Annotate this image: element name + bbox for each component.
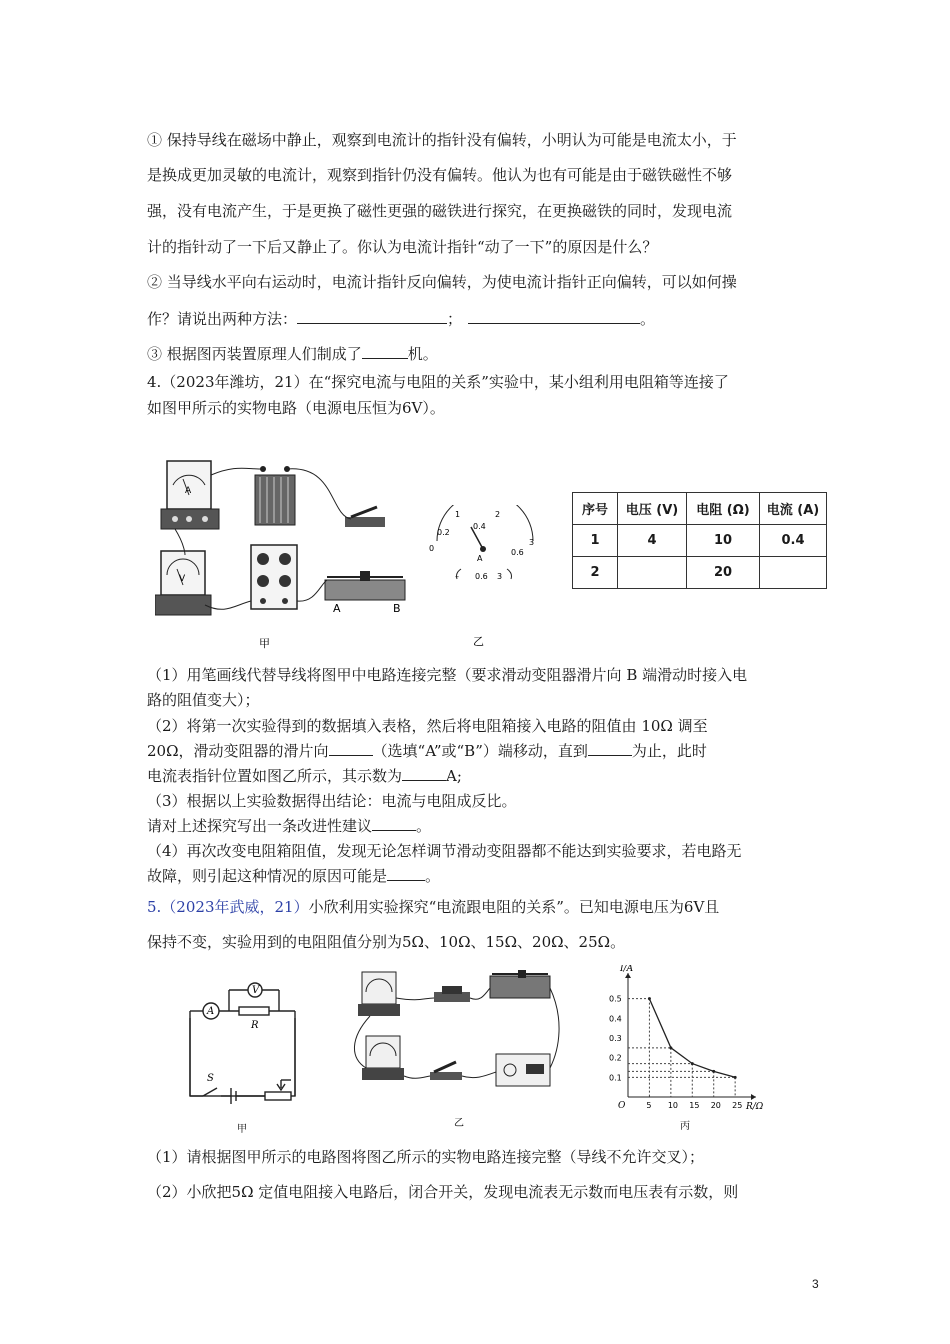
x-axis-arrow [751, 1094, 756, 1100]
axis-ylabel: I/A [620, 965, 634, 974]
power-supply-icon [496, 1054, 550, 1086]
q4-s3b-text2: 。 [416, 817, 432, 835]
circuit-s-label: S [207, 1073, 214, 1084]
q4-s4a: （4）再次改变电阻箱阻值，发现无论怎样调节滑动变阻器都不能达到实验要求，若电路无 [147, 842, 742, 860]
q4-s2b-text1: 20Ω，滑动变阻器的滑片向 [147, 742, 329, 760]
q4-figure-apparatus [155, 455, 420, 655]
ammeter-label: A [185, 486, 192, 496]
q5-source: 5.（2023年武威，21） [147, 898, 309, 916]
answer-blank[interactable] [297, 309, 447, 324]
y-tick-label: 0.4 [609, 1014, 622, 1024]
q5-figure-graph [604, 965, 774, 1133]
q5-s1: （1）请根据图甲所示的电路图将图乙所示的实物电路连接完整（导线不允许交叉）； [147, 1148, 705, 1166]
answer-blank[interactable] [402, 766, 446, 781]
table-row [573, 525, 827, 557]
q5-line2: 保持不变，实验用到的电阻阻值分别为5Ω、10Ω、15Ω、20Ω、25Ω。 [147, 933, 626, 951]
table-header: 序号 [573, 493, 618, 525]
q3-line3: 强，没有电流产生，于是更换了磁性更强的磁铁进行探究，在更换磁铁的同时，发现电流 [147, 202, 733, 220]
q5-s2: （2）小欣把5Ω 定值电阻接入电路后，闭合开关，发现电流表无示数而电压表有示数，则 [147, 1183, 739, 1201]
q3-line7-end: 机。 [407, 345, 438, 363]
answer-blank[interactable] [387, 866, 425, 881]
x-tick-label: 5 [646, 1101, 652, 1110]
dial-t2: 2 [495, 510, 501, 519]
q4-s4b-text1: 故障，则引起这种情况的原因可能是 [147, 867, 388, 885]
q3-line7-text: ③ 根据图丙装置原理人们制成了 [147, 345, 362, 363]
dial-s06: 0.6 [511, 548, 524, 557]
voltmeter-icon [155, 551, 211, 615]
circuit-a-label: A [207, 1006, 215, 1017]
data-point [734, 1076, 737, 1079]
resistance-box-icon [251, 545, 297, 609]
page-number: 3 [812, 1277, 819, 1291]
axis-origin: O [618, 1101, 626, 1111]
q4-s1a: （1）用笔画线代替导线将图甲中电路连接完整（要求滑动变阻器滑片向 B 端滑动时接入电 [147, 666, 748, 684]
ammeter-icon [362, 1036, 404, 1080]
x-tick-label: 15 [689, 1101, 700, 1110]
figure-label-yi: 乙 [473, 635, 484, 648]
data-table [572, 492, 827, 589]
battery-icon [255, 466, 295, 525]
data-point [691, 1062, 694, 1065]
q3-line5: ② 当导线水平向右运动时，电流计指针反向偏转，为使电流计指针正向偏转，可以如何操 [147, 273, 737, 291]
data-point [648, 997, 651, 1000]
figure-label-bing: 丙 [680, 1121, 690, 1132]
figure-label-jia: 甲 [237, 1124, 247, 1135]
figure-label-yi: 乙 [454, 1118, 464, 1129]
answer-blank[interactable] [362, 344, 408, 359]
q5-line1-text: 小欣利用实验探究“电流跟电阻的关系”。已知电源电压为6V且 [308, 898, 720, 916]
table-cell: 0.4 [760, 525, 827, 557]
rheostat-icon [325, 571, 405, 615]
ammeter-icon [161, 461, 219, 529]
q3-line6 [147, 308, 655, 329]
q3-line4: 计的指针动了一下后又静止了。你认为电流计指针“动了一下”的原因是什么？ [147, 238, 658, 256]
q3-line7 [147, 343, 438, 364]
dial-r3: 3 [497, 572, 503, 581]
dial-s02: 0.2 [437, 528, 450, 537]
q5-figure-circuit [185, 980, 310, 1135]
table-cell [760, 557, 827, 589]
q4-s2b-text3: 为止，此时 [631, 742, 707, 760]
switch-icon [345, 507, 385, 527]
fixed-resistor-icon [434, 986, 470, 1002]
q4-s2c [147, 765, 462, 786]
table-header-row [573, 493, 827, 525]
q3-line2: 是换成更加灵敏的电流计，观察到指针仍没有偏转。他认为也有可能是由于磁铁磁性不够 [147, 166, 733, 184]
voltmeter-label: V [179, 574, 186, 584]
q3-line6-text: 作？请说出两种方法： [147, 310, 298, 328]
table-cell: 2 [573, 557, 618, 589]
dial-s04: 0.4 [473, 522, 486, 531]
q4-s3a: （3）根据以上实验数据得出结论：电流与电阻成反比。 [147, 792, 517, 810]
table-cell [618, 557, 687, 589]
q5-line1 [147, 896, 719, 917]
axis-xlabel: R/Ω [746, 1102, 764, 1112]
q4-s2c-text1: 电流表指针位置如图乙所示，其示数为 [147, 767, 403, 785]
q3-end: 。 [640, 310, 656, 328]
table-header: 电流 (A) [760, 493, 827, 525]
q4-figure-dial [425, 505, 545, 665]
data-point [712, 1070, 715, 1073]
y-tick-label: 0.5 [609, 994, 622, 1004]
rheostat-end-b: B [393, 602, 401, 615]
circuit-r-label: R [251, 1020, 259, 1031]
q3-line1: ① 保持导线在磁场中静止，观察到电流计的指针没有偏转，小明认为可能是电流太小，于 [147, 131, 737, 149]
q4-s3b-text1: 请对上述探究写出一条改进性建议 [147, 817, 373, 835]
q3-sep: ； [447, 310, 463, 328]
answer-blank[interactable] [468, 309, 640, 324]
dial-t3: 3 [529, 538, 535, 547]
table-cell: 10 [687, 525, 760, 557]
circuit-v-label: V [252, 985, 260, 996]
x-tick-label: 10 [667, 1101, 679, 1110]
switch-icon [430, 1062, 462, 1080]
y-tick-label: 0.2 [609, 1053, 622, 1063]
table-cell: 1 [573, 525, 618, 557]
dial-t0: 0 [429, 544, 435, 553]
table-row [573, 557, 827, 589]
answer-blank[interactable] [588, 741, 632, 756]
table-header: 电阻 (Ω) [687, 493, 760, 525]
dial-t1: 1 [455, 510, 461, 519]
q4-s4b [147, 865, 440, 886]
dial-r06: 0.6 [475, 572, 488, 581]
rheostat-end-a: A [333, 602, 341, 615]
y-tick-label: 0.3 [609, 1034, 622, 1043]
q4-s1b: 路的阻值变大）； [147, 691, 260, 709]
rheostat-icon [490, 970, 550, 998]
dial-unit: A [477, 554, 483, 563]
table-header: 电压 (V) [618, 493, 687, 525]
answer-blank[interactable] [372, 816, 416, 831]
x-tick-label: 25 [732, 1101, 743, 1110]
q4-s3b [147, 815, 431, 836]
answer-blank[interactable] [329, 741, 373, 756]
q4-s2a: （2）将第一次实验得到的数据填入表格，然后将电阻箱接入电路的阻值由 10Ω 调至 [147, 717, 708, 735]
figure-label-jia: 甲 [259, 637, 270, 650]
q4-s2b-text2: （选填“A”或“B”）端移动，直到 [372, 742, 588, 760]
q4-s4b-text2: 。 [425, 867, 441, 885]
data-point [669, 1046, 672, 1049]
table-cell: 4 [618, 525, 687, 557]
q5-figure-physical [350, 968, 565, 1133]
q4-line1: 4.（2023年潍坊，21）在“探究电流与电阻的关系”实验中，某小组利用电阻箱等连接了 [147, 373, 729, 391]
y-tick-label: 0.1 [609, 1073, 622, 1083]
q4-s2c-text2: A; [446, 767, 462, 785]
q4-line2: 如图甲所示的实物电路（电源电压恒为6V）。 [147, 399, 445, 417]
voltmeter-icon [358, 972, 400, 1016]
q4-s2b [147, 740, 707, 761]
dial-minus: – [455, 572, 459, 581]
x-tick-label: 20 [710, 1101, 721, 1110]
table-cell: 20 [687, 557, 760, 589]
